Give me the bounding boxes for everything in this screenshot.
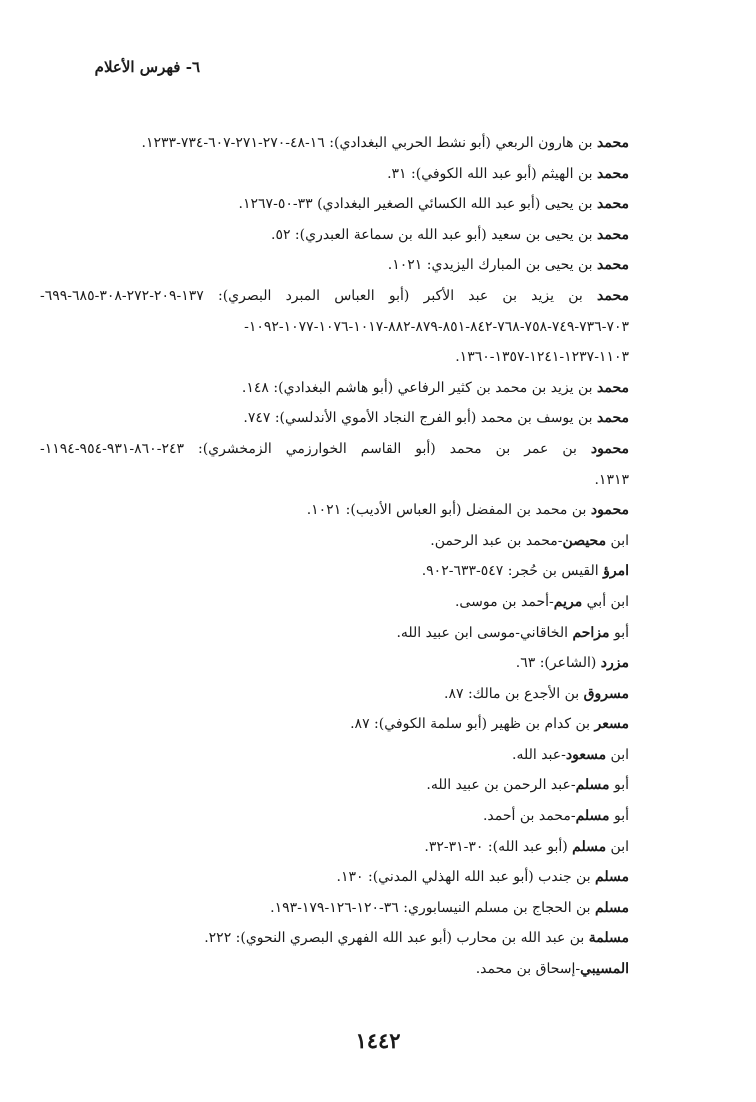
entry-name: مسعود	[565, 746, 607, 763]
index-entry	[40, 556, 629, 587]
entry-name: محمد	[597, 135, 629, 151]
entry-references: ١٣١٣.	[594, 471, 629, 488]
entry-name: مريم	[553, 593, 583, 610]
entry-name: محمد	[597, 226, 629, 243]
entry-name: محمد	[597, 257, 629, 274]
entry-references: (الشاعر): ٦٣.	[515, 655, 601, 672]
entry-prefix: ابن	[606, 746, 629, 763]
index-entry	[40, 465, 629, 496]
index-entry	[40, 128, 629, 159]
entry-name: امرؤ	[603, 563, 629, 580]
entry-name: مسعر	[594, 716, 629, 733]
entry-name: محمد	[597, 165, 629, 182]
entry-references: بن كدام بن ظهير (أبو سلمة الكوفي): ٨٧.	[350, 716, 595, 733]
entry-prefix: ابن أبي	[582, 593, 629, 610]
entry-name: محمد	[597, 379, 629, 396]
index-entry	[40, 434, 629, 465]
entry-name: محيصن	[562, 532, 607, 549]
index-entry	[40, 250, 629, 281]
entry-name: مسلمة	[588, 930, 629, 947]
index-entry	[40, 801, 629, 832]
entry-name: المسيبي	[580, 961, 629, 978]
entry-references: بن يزيد بن محمد بن كثير الرفاعي (أبو هاشم البغدادي): ١٤٨.	[241, 379, 598, 396]
entry-references: بن يوسف بن محمد (أبو الفرج النجاد الأموي الأندلسي): ٧٤٧.	[243, 410, 598, 427]
index-entry	[40, 373, 629, 404]
index-entry	[40, 342, 629, 373]
entry-name: محمد	[597, 410, 629, 427]
index-entry	[40, 862, 629, 893]
entry-prefix: ابن	[606, 532, 629, 549]
index-entry	[40, 679, 629, 710]
index-entry	[40, 189, 629, 220]
entry-references: بن الأجدع بن مالك: ٨٧.	[444, 685, 584, 702]
index-entry	[40, 923, 629, 954]
entry-prefix: ابن	[606, 838, 629, 855]
entry-references: بن الهيثم (أبو عبد الله الكوفي): ٣١.	[387, 165, 598, 182]
entry-references: -محمد بن عبد الرحمن.	[430, 532, 563, 549]
entry-references: (أبو عبد الله): ٣٠-٣١-٣٢.	[424, 838, 573, 855]
section-title: ٦- فهرس الأعلام	[94, 58, 200, 76]
entry-name: مسلم	[572, 838, 607, 855]
entry-references: بن عبد الله بن محارب (أبو عبد الله الفهري البصري النحوي): ٢٢٢.	[204, 930, 589, 947]
entry-name: مزرد	[600, 655, 629, 672]
entry-name: محمد	[597, 196, 629, 213]
entry-references: بن يحيى بن المبارك اليزيدي: ١٠٢١.	[387, 257, 598, 274]
index-entry	[40, 159, 629, 190]
index-entry	[40, 709, 629, 740]
entry-prefix: أبو	[609, 777, 629, 794]
index-entry	[40, 618, 629, 649]
index-entry	[40, 526, 629, 557]
entry-name: مسلم	[575, 808, 610, 825]
page-number: ١٤٤٢	[355, 1028, 401, 1053]
entry-references: بن عمر بن محمد (أبو القاسم الخوارزمي الزمخشري): ٢٤٣-٨٦٠-٩٣١-٩٥٤-١١٩٤-	[40, 440, 591, 457]
entry-name: مسلم	[575, 777, 610, 794]
entry-prefix: أبو	[609, 624, 629, 641]
index-entry	[40, 832, 629, 863]
entry-references: بن جندب (أبو عبد الله الهذلي المدني): ١٣٠.	[336, 869, 596, 886]
entry-prefix: أبو	[609, 808, 629, 825]
index-entry	[40, 220, 629, 251]
entry-name: محمود	[590, 502, 629, 519]
entry-name: مسلم	[595, 899, 629, 916]
entry-references: بن الحجاج بن مسلم النيسابوري: ٣٦-١٢٠-١٢٦-١٧٩-١٩٣.	[270, 899, 596, 916]
entry-name: محمد	[597, 287, 629, 304]
index-entry	[40, 495, 629, 526]
index-entry	[40, 281, 629, 312]
entry-references: الخاقاني-موسى ابن عبيد الله.	[396, 624, 573, 641]
entry-references: ١١٠٣-١٢٣٧-١٢٤١-١٣٥٧-١٣٦٠.	[455, 349, 629, 366]
entry-references: بن هارون الربعي (أبو نشط الحربي البغدادي): ١٦-٤٨-٢٧٠-٢٧١-٦٠٧-٧٣٤-١٢٣٣.	[141, 135, 598, 151]
index-entry	[40, 770, 629, 801]
entry-name: محمود	[590, 440, 629, 457]
index-entry	[40, 403, 629, 434]
entry-references: -إسحاق بن محمد.	[475, 961, 581, 978]
index-entry	[40, 648, 629, 679]
entry-references: القيس بن حُجر: ٥٤٧-٦٣٣-٩٠٢.	[421, 563, 604, 580]
index-entry	[40, 312, 629, 343]
entry-references: -محمد بن أحمد.	[482, 808, 576, 825]
entry-references: -عبد الله.	[512, 746, 566, 763]
entry-references: ٧٠٣-٧٣٦-٧٤٩-٧٥٨-٧٦٨-٨٤٢-٨٥١-٨٧٩-٨٨٢-١٠١٧-١٠٧٦-١٠٧٧-١٠٩٢-	[244, 318, 629, 335]
entry-name: مسلم	[595, 869, 629, 886]
entry-name: مزاحم	[572, 624, 610, 641]
entry-references: -عبد الرحمن بن عبيد الله.	[426, 777, 576, 794]
entry-references: بن يزيد بن عبد الأكبر (أبو العباس المبرد البصري): ١٣٧-٢٠٩-٢٧٢-٣٠٨-٦٨٥-٦٩٩-	[40, 287, 598, 304]
entry-references: بن محمد بن المفضل (أبو العباس الأديب): ١٠٢١.	[306, 502, 591, 519]
entry-references: -أحمد بن موسى.	[454, 593, 554, 610]
entry-references: بن يحيى (أبو عبد الله الكسائي الصغير البغدادي) ٣٣-٥٠-١٢٦٧.	[238, 196, 598, 213]
index-entry	[40, 954, 629, 985]
entry-references: بن يحيى بن سعيد (أبو عبد الله بن سماعة العبدري): ٥٢.	[270, 226, 598, 243]
index-entry	[40, 587, 629, 618]
index-entry	[40, 893, 629, 924]
entry-name: مسروق	[583, 685, 629, 702]
index-entry	[40, 740, 629, 771]
index-entries-list	[40, 128, 629, 985]
